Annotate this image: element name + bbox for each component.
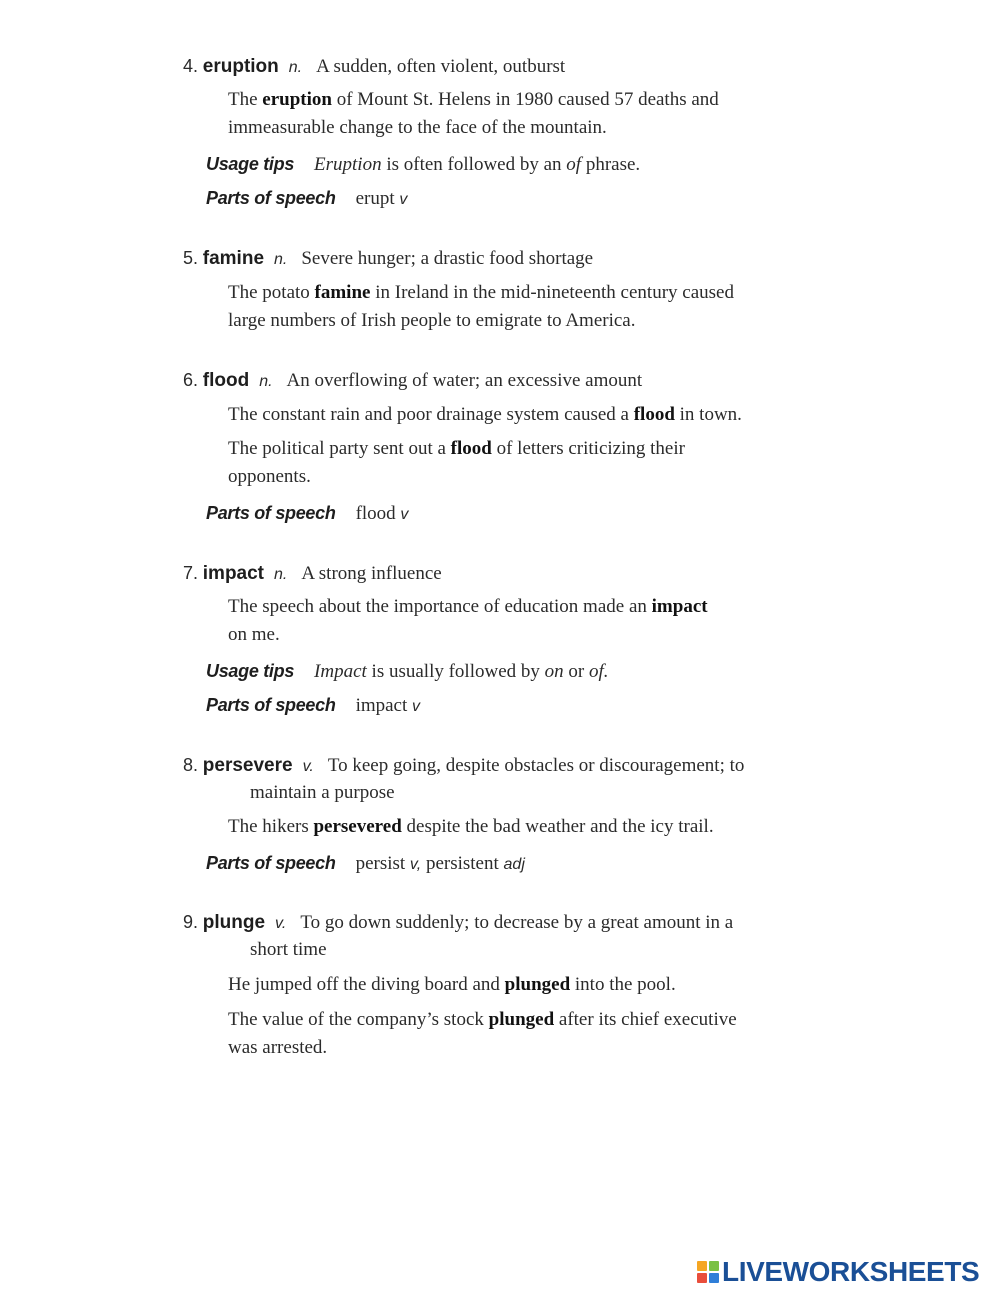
usage-tips-label: Usage tips <box>206 154 295 174</box>
entry-7-heading <box>183 561 442 587</box>
entry-5-heading <box>183 246 593 272</box>
entry-number: 8. <box>183 755 199 775</box>
related-word: impact <box>355 695 408 716</box>
usage-text: of <box>566 154 582 175</box>
liveworksheets-logo <box>697 1255 979 1289</box>
parts-of-speech <box>206 851 525 877</box>
parts-of-speech <box>206 501 408 527</box>
entry-4-heading <box>183 54 565 80</box>
related-pos: adj <box>503 856 525 873</box>
definition: A strong influence <box>301 563 442 584</box>
usage-text: Eruption <box>314 154 382 175</box>
example-line <box>228 815 714 839</box>
example-text: The hikers <box>228 816 314 837</box>
entry-8-heading <box>183 753 744 779</box>
example-text: The value of the company’s stock <box>228 1009 489 1030</box>
entry-word: flood <box>202 370 250 391</box>
logo-text: LIVEWORKSHEETS <box>722 1256 980 1287</box>
example-line: opponents. <box>228 466 311 487</box>
definition-continued: maintain a purpose <box>250 782 395 803</box>
example-text: The <box>228 89 263 110</box>
entry-number: 7. <box>183 563 199 583</box>
related-pos: v <box>399 191 408 208</box>
entry-number: 6. <box>183 370 199 390</box>
example-line: on me. <box>228 624 280 645</box>
definition: An overflowing of water; an excessive amount <box>286 370 643 391</box>
usage-text: on <box>544 661 564 682</box>
example-line <box>228 281 734 305</box>
usage-text: or <box>563 661 589 682</box>
part-of-speech: v. <box>302 758 314 775</box>
usage-text: phrase. <box>581 154 641 175</box>
logo-square <box>697 1261 707 1271</box>
definition: A sudden, often violent, outburst <box>316 56 566 77</box>
entry-word: famine <box>202 248 265 269</box>
entry-number: 9. <box>183 912 199 932</box>
part-of-speech: v. <box>275 915 287 932</box>
example-keyword: flood <box>633 404 675 425</box>
usage-text: is often followed by an <box>381 154 567 175</box>
usage-text: Impact <box>314 661 367 682</box>
parts-of-speech-label: Parts of speech <box>206 188 336 208</box>
related-word: flood <box>355 503 396 524</box>
example-line <box>228 1008 737 1032</box>
example-line <box>228 595 708 619</box>
entry-6-heading <box>183 368 642 394</box>
example-text: The political party sent out a <box>228 438 451 459</box>
related-pos: v, <box>409 856 422 873</box>
usage-tips <box>206 659 609 684</box>
entry-number: 5. <box>183 248 199 268</box>
logo-square <box>709 1261 719 1271</box>
example-text: into the pool. <box>570 974 676 995</box>
example-text: in town. <box>674 404 742 425</box>
example-text: of letters criticizing their <box>491 438 685 459</box>
example-line: large numbers of Irish people to emigrate to America. <box>228 310 636 331</box>
example-text: He jumped off the diving board and <box>228 974 505 995</box>
example-text: after its chief executive <box>554 1009 737 1030</box>
parts-of-speech-label: Parts of speech <box>206 695 336 715</box>
example-text: The potato <box>228 282 315 303</box>
usage-text: of. <box>588 661 609 682</box>
logo-mark-icon <box>697 1261 719 1283</box>
example-text: The speech about the importance of education made an <box>228 596 652 617</box>
entry-word: plunge <box>202 912 266 933</box>
example-line <box>228 437 685 461</box>
definition: Severe hunger; a drastic food shortage <box>301 248 594 269</box>
example-keyword: plunged <box>488 1009 555 1030</box>
parts-of-speech <box>206 693 420 719</box>
parts-of-speech <box>206 186 407 212</box>
entry-9-heading <box>183 910 733 936</box>
example-text: in Ireland in the mid-nineteenth century caused <box>370 282 734 303</box>
part-of-speech: n. <box>274 566 288 583</box>
example-keyword: famine <box>314 282 371 303</box>
related-word: persistent <box>425 853 499 874</box>
example-keyword: eruption <box>262 89 332 110</box>
entry-word: eruption <box>202 56 279 77</box>
part-of-speech: n. <box>288 59 303 76</box>
related-word: erupt <box>355 188 395 209</box>
example-text: of Mount St. Helens in 1980 caused 57 deaths and <box>331 89 719 110</box>
example-text: The constant rain and poor drainage system caused a <box>228 404 634 425</box>
example-keyword: impact <box>651 596 708 617</box>
entry-word: persevere <box>202 755 293 776</box>
definition: To keep going, despite obstacles or discouragement; to <box>327 755 745 776</box>
entry-word: impact <box>202 563 265 584</box>
example-line <box>228 973 676 997</box>
example-line: was arrested. <box>228 1037 328 1058</box>
example-line <box>228 88 719 112</box>
example-keyword: flood <box>450 438 492 459</box>
related-pos: v <box>412 698 421 715</box>
usage-text: is usually followed by <box>366 661 545 682</box>
logo-square <box>709 1273 719 1283</box>
parts-of-speech-label: Parts of speech <box>206 853 336 873</box>
logo-square <box>697 1273 707 1283</box>
definition-continued: short time <box>250 939 327 960</box>
example-line: immeasurable change to the face of the mountain. <box>228 117 607 138</box>
definition: To go down suddenly; to decrease by a great amount in a <box>300 912 734 933</box>
example-text: despite the bad weather and the icy trail. <box>401 816 714 837</box>
example-line <box>228 403 742 427</box>
related-word: persist <box>355 853 406 874</box>
part-of-speech: n. <box>274 251 288 268</box>
usage-tips-label: Usage tips <box>206 661 295 681</box>
entry-number: 4. <box>183 56 199 76</box>
part-of-speech: n. <box>259 373 273 390</box>
related-pos: v <box>400 506 409 523</box>
usage-tips <box>206 152 640 177</box>
example-keyword: persevered <box>313 816 402 837</box>
example-keyword: plunged <box>504 974 571 995</box>
parts-of-speech-label: Parts of speech <box>206 503 336 523</box>
